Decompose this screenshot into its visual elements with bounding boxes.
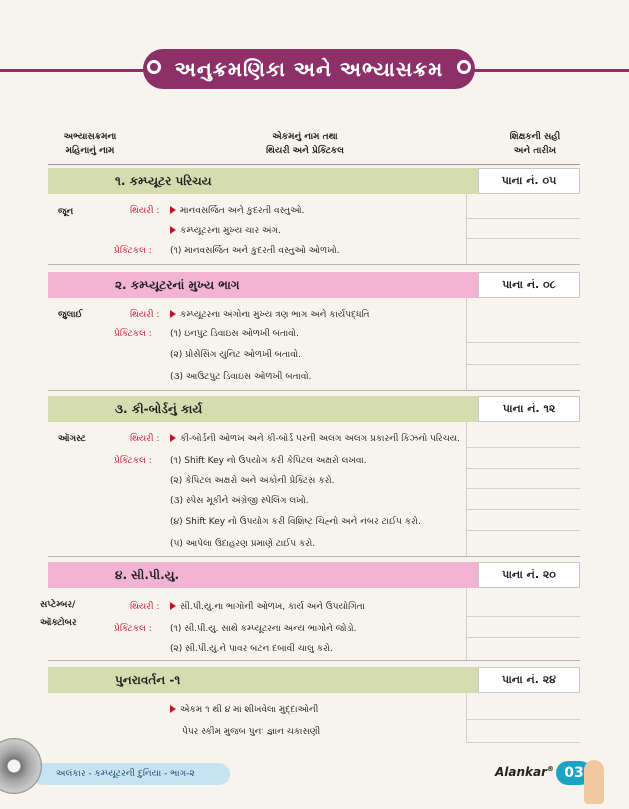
section-title-3: ૩. કી-બોર્ડનું કાર્ય <box>115 402 203 416</box>
theory-line-4-1 <box>170 600 365 614</box>
signature-column-3 <box>466 422 467 556</box>
practical-line-2-3: (૩) આઉટપુટ ડિવાઇસ ઓળખી બતાવો. <box>170 372 312 382</box>
bullet-arrow-icon <box>170 602 176 610</box>
practical-label-4: પ્રેક્ટિકલ : <box>114 624 152 634</box>
header-signature-line2: અને તારીખ <box>513 146 557 156</box>
section-bar-2 <box>48 272 580 298</box>
header-unit-line1: એકમનું નામ તથા <box>272 132 338 142</box>
section-bar-1 <box>48 168 580 194</box>
bullet-arrow-icon <box>170 705 176 713</box>
section-divider <box>48 264 580 265</box>
section-divider <box>48 556 580 557</box>
theory-text: કમ્પ્યૂટરના અંગોના મુખ્ય ત્રણ ભાગ અને કાર્યપદ્ધતિ <box>180 310 370 320</box>
signature-rule <box>466 342 580 343</box>
theory-line-1-2 <box>170 224 281 238</box>
signature-rule <box>466 509 580 510</box>
section-title-5: પુનરાવર્તન -૧ <box>115 673 181 687</box>
section-month-3: ઑગસ્ટ <box>58 434 86 444</box>
signature-rule <box>466 637 580 638</box>
section-title-4: ૪. સી.પી.યુ. <box>115 568 180 582</box>
signature-rule <box>466 364 580 365</box>
header-month-line1: અભ્યાસક્રમના <box>63 132 117 142</box>
theory-line-3-1 <box>170 432 460 446</box>
section-bar-3 <box>48 396 580 422</box>
theory-text: સી.પી.યુ.ના ભાગોની ઓળખ, કાર્ય અને ઉપયોગિતા <box>180 602 365 612</box>
section-divider <box>48 390 580 391</box>
section-month-4: સપ્ટેમ્બર/ <box>40 600 76 610</box>
section-title-1: ૧. કમ્પ્યૂટર પરિચય <box>115 174 212 188</box>
signature-rule <box>466 488 580 489</box>
section-page-1: પાના નં. ૦૫ <box>478 168 580 194</box>
section-page-2: પાના નં. ૦૮ <box>478 272 580 298</box>
signature-rule <box>466 468 580 469</box>
signature-column-4 <box>466 588 467 660</box>
signature-rule <box>466 530 580 531</box>
pointing-hand-icon <box>584 760 604 804</box>
header-unit-line2: થિયરી અને પ્રેક્ટિકલ <box>266 146 344 156</box>
section-month-4-line2: ઑક્ટોબર <box>40 618 77 628</box>
section-page-3: પાના નં. ૧૨ <box>478 396 580 422</box>
theory-line-1-1 <box>170 204 304 218</box>
signature-rule <box>466 238 580 239</box>
section-month-1: જૂન <box>58 207 74 217</box>
header-month <box>50 130 130 158</box>
header-unit <box>230 130 380 158</box>
signature-column-2 <box>466 298 467 390</box>
brand-mark: ® <box>547 765 555 773</box>
section-bar-5 <box>48 667 580 693</box>
theory-line-2-1 <box>170 308 370 322</box>
practical-label-2: પ્રેક્ટિકલ : <box>114 329 152 339</box>
section-page-5: પાના નં. ૨૪ <box>478 667 580 693</box>
footer-book-title: અલંકાર - કમ્પ્યૂટરની દુનિયા - ભાગ-૨ <box>56 769 195 779</box>
section-bar-4 <box>48 562 580 588</box>
practical-line-4-2: (૨) સી.પી.યુ.ને પાવર બટન દબાવી ચાલુ કરો. <box>170 644 333 654</box>
section-month-2: જુલાઈ <box>58 310 83 320</box>
signature-rule <box>466 447 580 448</box>
brand-name: Alankar <box>495 765 548 779</box>
header-month-line2: મહિનાનું નામ <box>65 146 115 156</box>
revision-line-2: પેપર સ્કીમ મુજબ પુનઃ જ્ઞાન ચકાસણી <box>182 727 321 737</box>
theory-text: કી-બોર્ડની ઓળખ અને કી-બોર્ડ પરની અલગ અલગ પ્રકારની કિઝનો પરિચય. <box>180 434 461 444</box>
header-signature <box>490 130 580 158</box>
theory-label-2: થિયરી : <box>130 310 160 320</box>
section-page-4: પાના નં. ૨૦ <box>478 562 580 588</box>
theory-text: કમ્પ્યૂટરના મુખ્ય ચાર અંગ. <box>180 226 281 236</box>
page-number-badge: 03 <box>556 761 592 785</box>
page-title: અનુક્રમણિકા અને અભ્યાસક્રમ <box>174 57 444 81</box>
title-banner <box>143 49 475 89</box>
section-title-2: ૨. કમ્પ્યૂટરનાં મુખ્ય ભાગ <box>115 278 240 292</box>
title-ring-inner-right-icon <box>457 60 471 74</box>
theory-label-4: થિયરી : <box>130 602 160 612</box>
practical-line-4-1: (૧) સી.પી.યુ. સાથે કમ્પ્યૂટરના અન્ય ભાગોને જોડો. <box>170 624 357 634</box>
signature-rule <box>466 719 580 720</box>
signature-rule <box>466 218 580 219</box>
cd-disc-icon <box>0 738 42 794</box>
section-divider <box>48 660 580 661</box>
bullet-arrow-icon <box>170 206 176 214</box>
practical-line-3-1: (૧) Shift Key નો ઉપયોગ કરી કેપિટલ અક્ષરો લખવા. <box>170 456 367 466</box>
theory-text: માનવસર્જિત અને કુદરતી વસ્તુઓ. <box>180 206 305 216</box>
practical-line-3-5: (૫) આપેલા ઉદાહરણ પ્રમાણે ટાઈપ કરો. <box>170 539 316 549</box>
practical-line-3-2: (૨) કેપિટલ અક્ષરો અને અંકોની પ્રેક્ટિસ કરો. <box>170 476 335 486</box>
signature-rule <box>466 742 580 743</box>
revision-text: એકમ ૧ થી ૪ માં શીખવેલા મુદ્દાઓની <box>180 705 319 715</box>
signature-column-1 <box>466 194 467 264</box>
theory-label-3: થિયરી : <box>130 434 160 444</box>
revision-line-1 <box>170 703 318 717</box>
signature-rule <box>466 616 580 617</box>
bullet-arrow-icon <box>170 310 176 318</box>
bullet-arrow-icon <box>170 226 176 234</box>
title-ring-inner-left-icon <box>147 60 161 74</box>
practical-line-2-1: (૧) ઇનપુટ ડિવાઇસ ઓળખી બતાવો. <box>170 329 299 339</box>
practical-line-2-2: (૨) પ્રોસેસિંગ યુનિટ ઓળખી બતાવો. <box>170 350 301 360</box>
header-divider <box>48 164 580 165</box>
bullet-arrow-icon <box>170 434 176 442</box>
signature-column-5 <box>466 693 467 743</box>
theory-label-1: થિયરી : <box>130 206 160 216</box>
practical-line-3-4: (૪) Shift Key નો ઉપયોગ કરી વિશિષ્ટ ચિહ્નો અને નંબર ટાઈપ કરો. <box>170 517 421 527</box>
practical-label-1: પ્રેક્ટિકલ : <box>114 246 152 256</box>
practical-line-1-1: (૧) માનવસર્જિત અને કુદરતી વસ્તુઓ ઓળખો. <box>170 246 340 256</box>
brand-logo <box>495 765 554 779</box>
practical-label-3: પ્રેક્ટિકલ : <box>114 456 152 466</box>
header-signature-line1: શિક્ષકની સહી <box>509 132 561 142</box>
practical-line-3-3: (૩) સ્પેસ મૂકીને અંગ્રેજી સ્પેલિંગ લખો. <box>170 496 309 506</box>
